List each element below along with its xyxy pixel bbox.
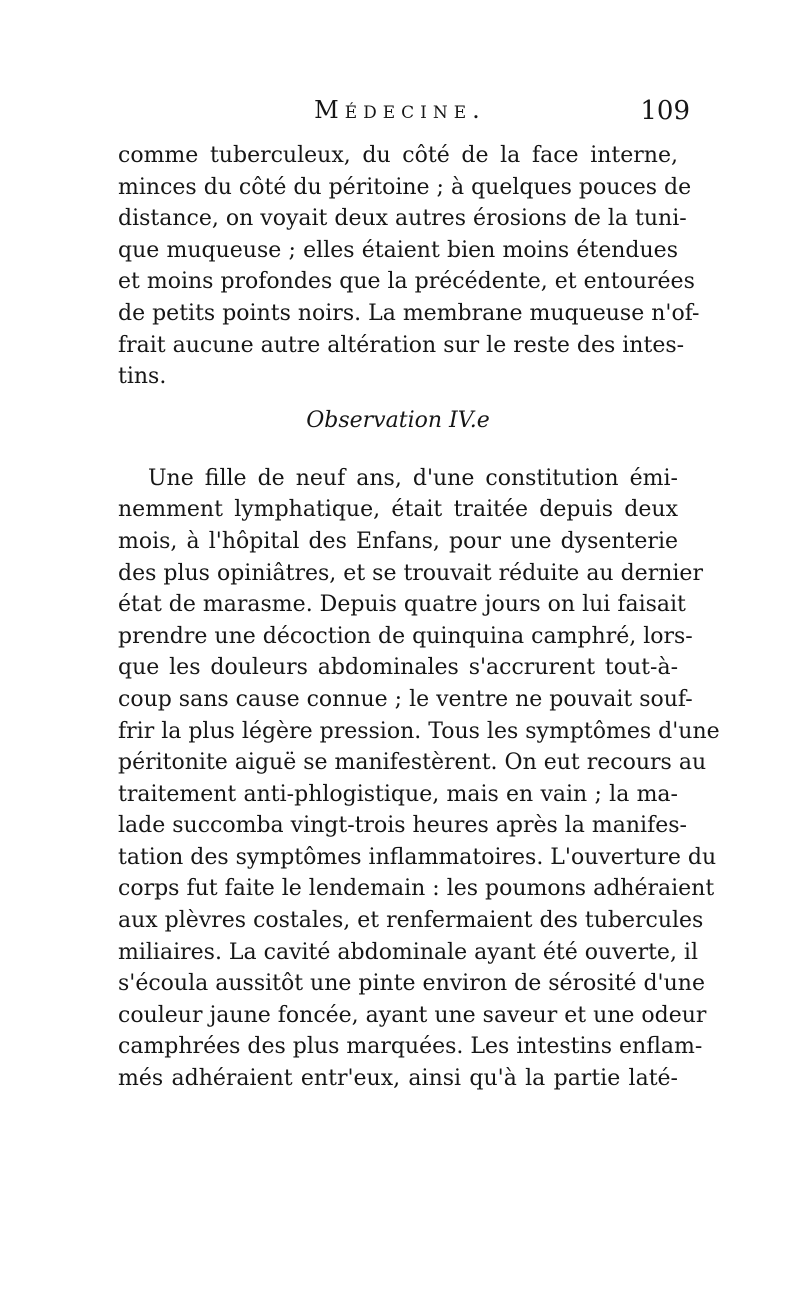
text-line: corps fut faite le lendemain : les poumons adhéraient <box>118 876 715 902</box>
running-header <box>118 96 690 136</box>
body-text <box>118 140 720 1095</box>
text-line: coup sans cause connue ; le ventre ne pouvait souf- <box>118 686 693 712</box>
text-line: tation des symptômes inflammatoires. L'ouverture du <box>118 844 717 870</box>
text-line: prendre une décoction de quinquina camphré, lors- <box>118 623 693 649</box>
text-line: comme tuberculeux, du côté de la face interne, <box>118 143 678 168</box>
text-line: mois, à l'hôpital des Enfans, pour une dysenterie <box>118 528 678 554</box>
text-line: frait aucune autre altération sur le reste des intes- <box>118 332 685 358</box>
text-line: camphrées des plus marquées. Les intestins enflam- <box>118 1034 703 1060</box>
text-line: tins. <box>118 364 167 390</box>
text-line: nemment lymphatique, était traitée depuis deux <box>118 497 678 523</box>
text-line: des plus opiniâtres, et se trouvait réduite au dernier <box>118 560 703 586</box>
text-line: més adhéraient entr'eux, ainsi qu'à la partie laté- <box>118 1066 678 1092</box>
running-title: Médecine. <box>314 96 486 124</box>
text-line: Une fille de neuf ans, d'une constitution émi- <box>148 465 678 491</box>
text-line: frir la plus légère pression. Tous les symptômes d'une <box>118 718 720 744</box>
text-line: aux plèvres costales, et renfermaient des tubercules <box>118 908 704 934</box>
text-line: de petits points noirs. La membrane muqueuse n'of- <box>118 300 700 326</box>
text-line: lade succomba vingt-trois heures après la manifes- <box>118 813 687 839</box>
text-line: état de marasme. Depuis quatre jours on lui faisait <box>118 592 686 618</box>
text-line: s'écoula aussitôt une pinte environ de sérosité d'une <box>118 971 705 997</box>
text-line: que muqueuse ; elles étaient bien moins étendues <box>118 237 678 263</box>
text-line: péritonite aiguë se manifestèrent. On eut recours au <box>118 750 707 776</box>
text-line: que les douleurs abdominales s'accrurent tout-à- <box>118 655 678 681</box>
page-number: 109 <box>640 96 690 126</box>
text-line: distance, on voyait deux autres érosions de la tuni- <box>118 206 687 232</box>
section-heading: Observation IV.e <box>306 407 490 433</box>
text-line: minces du côté du péritoine ; à quelques pouces de <box>118 174 692 200</box>
text-line: miliaires. La cavité abdominale ayant été ouverte, il <box>118 939 699 965</box>
text-line: traitement anti-phlogistique, mais en vain ; la ma- <box>118 781 678 807</box>
text-line: couleur jaune foncée, ayant une saveur et une odeur <box>118 1002 707 1028</box>
text-line: et moins profondes que la précédente, et entourées <box>118 269 695 295</box>
